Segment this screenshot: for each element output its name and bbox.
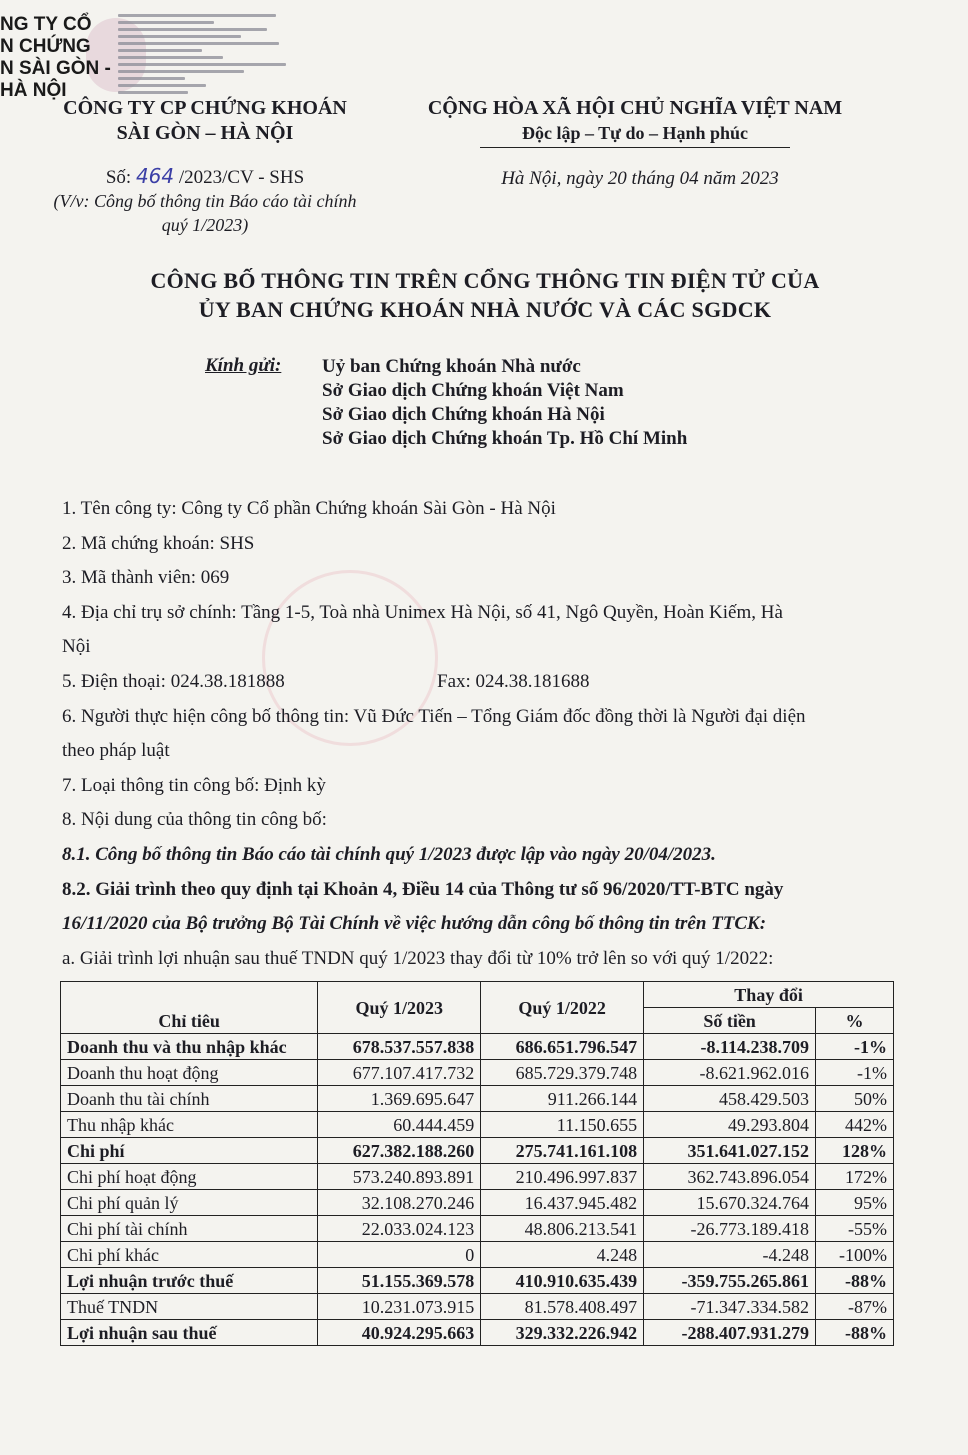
- table-row: [61, 1086, 894, 1112]
- handwritten-number: 464: [135, 164, 175, 188]
- cell-item: Chi phí quản lý: [61, 1190, 318, 1216]
- info-content-heading: 8. Nội dung của thông tin công bố:: [62, 809, 327, 831]
- cell-item: Doanh thu tài chính: [61, 1086, 318, 1112]
- table-row: [61, 1164, 894, 1190]
- document-title: [60, 266, 910, 324]
- header-pct: %: [816, 1008, 894, 1034]
- cell-amount: 49.293.804: [644, 1112, 816, 1138]
- cell-pct: 172%: [816, 1164, 894, 1190]
- table-row: [61, 1242, 894, 1268]
- cell-pct: 50%: [816, 1086, 894, 1112]
- company-header: [40, 96, 370, 146]
- signature-line: N CHỨNG: [0, 36, 91, 57]
- cell-q1-2022: 210.496.997.837: [481, 1164, 644, 1190]
- national-motto: Độc lập – Tự do – Hạnh phúc: [521, 123, 749, 143]
- cell-q1-2023: 32.108.270.246: [318, 1190, 481, 1216]
- cell-amount: 351.641.027.152: [644, 1138, 816, 1164]
- cell-q1-2022: 911.266.144: [481, 1086, 644, 1112]
- cell-q1-2023: 10.231.073.915: [318, 1294, 481, 1320]
- motto-underline: [480, 147, 790, 148]
- table-row: [61, 1034, 894, 1060]
- header-q1-2023: Quý 1/2023: [318, 982, 481, 1034]
- title-line2: ỦY BAN CHỨNG KHOÁN NHÀ NƯỚC VÀ CÁC SGDCK: [198, 297, 772, 322]
- cell-item: Lợi nhuận sau thuế: [61, 1320, 318, 1346]
- cell-q1-2022: 685.729.379.748: [481, 1060, 644, 1086]
- info-address: 4. Địa chỉ trụ sở chính: Tầng 1-5, Toà nhà Unimex Hà Nội, số 41, Ngô Quyền, Hoàn Kiếm, Hà: [62, 601, 783, 623]
- cell-q1-2023: 51.155.369.578: [318, 1268, 481, 1294]
- company-name-line1: CÔNG TY CP CHỨNG KHOÁN: [63, 97, 347, 119]
- cell-pct: -87%: [816, 1294, 894, 1320]
- cell-pct: -1%: [816, 1060, 894, 1086]
- cell-q1-2022: 329.332.226.942: [481, 1320, 644, 1346]
- financial-table: [60, 981, 894, 1346]
- cell-q1-2023: 40.924.295.663: [318, 1320, 481, 1346]
- table-row: [61, 1138, 894, 1164]
- cell-amount: 458.429.503: [644, 1086, 816, 1112]
- cell-q1-2023: 60.444.459: [318, 1112, 481, 1138]
- cell-amount: -359.755.265.861: [644, 1268, 816, 1294]
- info-company-name: 1. Tên công ty: Công ty Cổ phần Chứng khoán Sài Gòn - Hà Nội: [62, 498, 556, 519]
- cell-q1-2022: 11.150.655: [481, 1112, 644, 1138]
- table-row: [61, 1190, 894, 1216]
- info-member-code: 3. Mã thành viên: 069: [62, 567, 230, 589]
- cell-q1-2023: 22.033.024.123: [318, 1216, 481, 1242]
- recipient-item: Sở Giao dịch Chứng khoán Tp. Hồ Chí Minh: [322, 428, 688, 449]
- cell-amount: -288.407.931.279: [644, 1320, 816, 1346]
- cell-q1-2023: 677.107.417.732: [318, 1060, 481, 1086]
- signature-line: HÀ NỘI: [0, 80, 67, 101]
- info-item-8-2: 8.2. Giải trình theo quy định tại Khoản 4, Điều 14 của Thông tư số 96/2020/TT-BTC ngày: [62, 878, 784, 900]
- cell-q1-2023: 627.382.188.260: [318, 1138, 481, 1164]
- header-q1-2022: Quý 1/2022: [481, 982, 644, 1034]
- cell-q1-2023: 1.369.695.647: [318, 1086, 481, 1112]
- cell-q1-2022: 686.651.796.547: [481, 1034, 644, 1060]
- cell-pct: 442%: [816, 1112, 894, 1138]
- table-row: [61, 1060, 894, 1086]
- cell-q1-2022: 81.578.408.497: [481, 1294, 644, 1320]
- document-date: Hà Nội, ngày 20 tháng 04 năm 2023: [501, 168, 779, 189]
- table-row: [61, 1320, 894, 1346]
- recipient-item: Sở Giao dịch Chứng khoán Việt Nam: [322, 380, 624, 401]
- info-item-8-2-cont: 16/11/2020 của Bộ trưởng Bộ Tài Chính về việc hướng dẫn công bố thông tin trên TTCK:: [62, 913, 767, 935]
- cell-amount: -8.114.238.709: [644, 1034, 816, 1060]
- disclosure-info: [62, 492, 882, 976]
- info-address-cont: Nội: [62, 636, 91, 658]
- cell-item: Chi phí tài chính: [61, 1216, 318, 1242]
- cell-item: Doanh thu hoạt động: [61, 1060, 318, 1086]
- cell-amount: -4.248: [644, 1242, 816, 1268]
- cell-item: Lợi nhuận trước thuế: [61, 1268, 318, 1294]
- table-row: [61, 1216, 894, 1242]
- signature-company-name: [0, 14, 111, 102]
- document-number: Số: 464 /2023/CV - SHS: [105, 164, 305, 188]
- cell-amount: -8.621.962.016: [644, 1060, 816, 1086]
- cell-pct: -1%: [816, 1034, 894, 1060]
- cell-amount: -71.347.334.582: [644, 1294, 816, 1320]
- cell-amount: -26.773.189.418: [644, 1216, 816, 1242]
- table-row: [61, 1112, 894, 1138]
- header-amount: Số tiền: [644, 1008, 816, 1034]
- document-subject: (V/v: Công bố thông tin Báo cáo tài chính quý 1/2023): [53, 191, 357, 235]
- national-header: [400, 96, 870, 148]
- signature-line: NG TY CỔ: [0, 14, 92, 35]
- info-type: 7. Loại thông tin công bố: Định kỳ: [62, 774, 326, 796]
- cell-item: Chi phí hoạt động: [61, 1164, 318, 1190]
- info-phone: 5. Điện thoại: 024.38.181888: [62, 670, 285, 692]
- cell-q1-2022: 410.910.635.439: [481, 1268, 644, 1294]
- info-item-8-1: 8.1. Công bố thông tin Báo cáo tài chính quý 1/2023 được lập vào ngày 20/04/2023.: [62, 843, 716, 865]
- signature-line: N SÀI GÒN -: [0, 58, 111, 79]
- recipients-list: [322, 355, 687, 451]
- cell-q1-2022: 4.248: [481, 1242, 644, 1268]
- cell-pct: -88%: [816, 1268, 894, 1294]
- cell-item: Doanh thu và thu nhập khác: [61, 1034, 318, 1060]
- cell-q1-2022: 16.437.945.482: [481, 1190, 644, 1216]
- info-discloser: 6. Người thực hiện công bố thông tin: Vũ Đức Tiến – Tổng Giám đốc đồng thời là Người đại diện: [62, 705, 806, 727]
- recipients-label: Kính gửi:: [205, 355, 282, 376]
- cell-item: Chi phí khác: [61, 1242, 318, 1268]
- cell-pct: -100%: [816, 1242, 894, 1268]
- cell-pct: 95%: [816, 1190, 894, 1216]
- financial-table-body: [61, 1034, 894, 1346]
- cell-q1-2023: 678.537.557.838: [318, 1034, 481, 1060]
- header-item: Chỉ tiêu: [61, 982, 318, 1034]
- info-fax: Fax: 024.38.181688: [437, 670, 590, 692]
- cell-amount: 15.670.324.764: [644, 1190, 816, 1216]
- info-discloser-cont: theo pháp luật: [62, 740, 170, 762]
- info-stock-code: 2. Mã chứng khoán: SHS: [62, 532, 255, 554]
- cell-q1-2022: 48.806.213.541: [481, 1216, 644, 1242]
- title-line1: CÔNG BỐ THÔNG TIN TRÊN CỔNG THÔNG TIN ĐIỆN TỬ CỦA: [150, 268, 820, 293]
- recipient-item: Uỷ ban Chứng khoán Nhà nước: [322, 356, 581, 377]
- cell-item: Thu nhập khác: [61, 1112, 318, 1138]
- cell-item: Thuế TNDN: [61, 1294, 318, 1320]
- cell-q1-2023: 0: [318, 1242, 481, 1268]
- table-row: [61, 1268, 894, 1294]
- cell-q1-2023: 573.240.893.891: [318, 1164, 481, 1190]
- cell-pct: 128%: [816, 1138, 894, 1164]
- signature-fine-print: [118, 14, 293, 98]
- info-item-a: a. Giải trình lợi nhuận sau thuế TNDN quý 1/2023 thay đổi từ 10% trở lên so với quý 1/2022:: [62, 947, 774, 969]
- cell-q1-2022: 275.741.161.108: [481, 1138, 644, 1164]
- table-row: [61, 1294, 894, 1320]
- company-name-line2: SÀI GÒN – HÀ NỘI: [116, 122, 294, 144]
- cell-pct: -88%: [816, 1320, 894, 1346]
- header-change: Thay đổi: [644, 982, 894, 1008]
- cell-amount: 362.743.896.054: [644, 1164, 816, 1190]
- recipient-item: Sở Giao dịch Chứng khoán Hà Nội: [322, 404, 605, 425]
- cell-pct: -55%: [816, 1216, 894, 1242]
- cell-item: Chi phí: [61, 1138, 318, 1164]
- digital-signature-block: [0, 6, 300, 101]
- nation-name: CỘNG HÒA XÃ HỘI CHỦ NGHĨA VIỆT NAM: [427, 97, 843, 119]
- info-contact: [62, 665, 882, 700]
